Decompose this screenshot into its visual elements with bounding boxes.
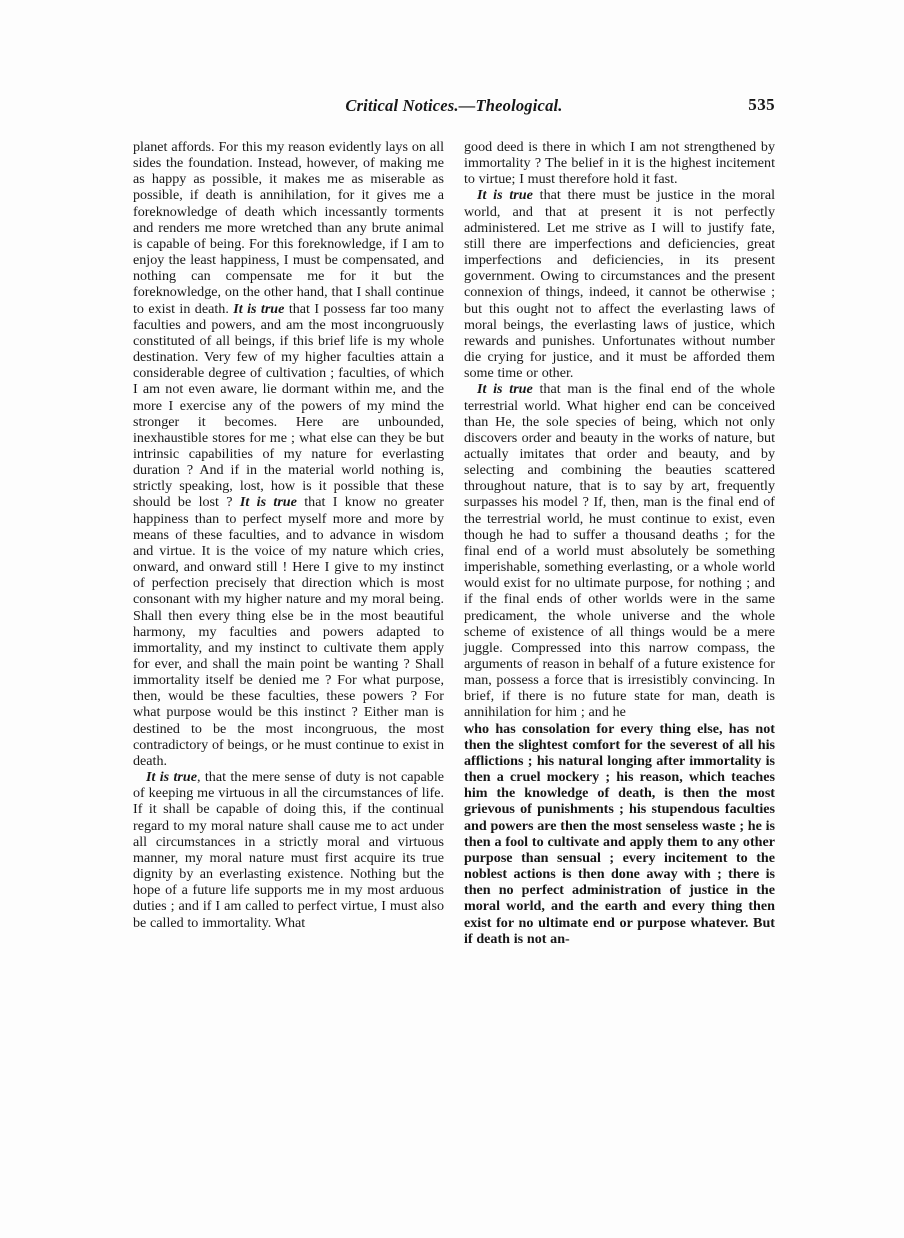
italic-phrase: It is true [477, 187, 533, 204]
paragraph [464, 381, 775, 720]
text-run: , that the mere sense of duty is not capable of keeping me virtuous in all the circumstances of life. If it shall be capable of doing this, if the continual regard to my moral nature shall cause me to act under all circumstances in a strictly moral and virtuous manner, my moral nature must first acquire its true dignity by an everlasting existence. Nothing but the hope of a future life supports me in my most arduous duties ; and if I am called to perfect virtue, I must also be called to immortality. What [133, 769, 444, 931]
paragraph [464, 187, 775, 381]
text-run: that there must be justice in the moral world, and that at present it is not perfectly administered. Let me strive as I will to justify fate, still there are imperfections and deficiencies, great imperfections and deficiencies, in its present government. Owing to circumstances and the present connexion of things, indeed, it cannot be otherwise ; but this ought not to affect the everlasting laws of moral beings, the everlasting laws of justice, which rewards and punishes. Unfortunates without number die crying for justice, and it must be afforded them some time or other. [464, 187, 775, 382]
paragraph [133, 769, 444, 931]
paragraph [464, 139, 775, 187]
text-column-left [133, 139, 444, 1159]
italic-phrase: It is true [239, 494, 297, 511]
text-run: that man is the final end of the whole terrestrial world. What higher end can be conceived than He, the sole species of being, which not only discovers order and beauty in the works of nature, but actually imitates that order and beauty, and by selecting and combining the beauties scattered throughout nature, that is to say by art, frequently surpasses his model ? If, then, man is the final end of the terrestrial world, he must continue to exist, even though he had to suffer a thousand deaths ; for the final end of a world must absolutely be something imperishable, something everlasting, or a whole world would exist for no ultimate purpose, for nothing ; and if the final ends of other worlds were in the same predicament, the whole universe and the whole scheme of existence of all things would be a mere juggle. Compressed into this narrow compass, the arguments of reason in behalf of a future existence for man, possess a force that is irresistibly convincing. In brief, if there is no future state for man, death is annihilation for him ; and he [464, 381, 776, 721]
running-head-title: Critical Notices.—Theological. [345, 96, 563, 115]
running-head [133, 96, 775, 118]
text-run: good deed is there in which I am not strengthened by immortality ? The belief in it is the highest incitement to virtue; I must therefore hold it fast. [464, 139, 775, 188]
italic-phrase: It is true [477, 381, 533, 398]
text-run: that I know no greater happiness than to perfect myself more and more by means of these faculties, and to advance in wisdom and virtue. It is the voice of my nature which cries, onward, and onward still ! Here I give to my instinct of perfection precisely that direction which is most consonant with my higher nature and my moral being. Shall then every thing else be in the most beautiful harmony, my faculties and powers adapted to immortality, and my instinct to cultivate them apply for ever, and shall the main point be wanting ? Shall immortality itself be denied me ? For what purpose, then, would be these faculties, these powers ? For what purpose would be this instinct ? Either man is destined to be the most incongruous, the most contradictory of beings, or he must continue to exist in death. [133, 494, 444, 769]
text-run: planet affords. For this my reason evidently lays on all sides the foundation. Instead, however, of making me as happy as possible, it makes me as miserable as possible, if death is annihilation, for it gives me a foreknowledge of death which incessantly torments and renders me more wretched than any brute animal is capable of being. For this foreknowledge, if I am to enjoy the least happiness, I must be compensated, and nothing can compensate me for it but the foreknowledge, on the other hand, that I shall continue to exist in death. [133, 139, 444, 317]
italic-phrase: It is true [146, 769, 198, 786]
paragraph [133, 139, 444, 769]
text-run: that I possess far too many faculties and powers, and am the most incongruously constituted of all beings, if this brief life is my whole destination. Very few of my higher faculties attain a considerable degree of cultivation ; faculties, of which I am not even aware, lie dormant within me, and the more I exercise any of the powers of my mind the stronger it becomes. Here are unbounded, inexhaustible stores for me ; what else can they be but intrinsic capabilities of my nature for everlasting duration ? And if in the material world nothing is, strictly speaking, lost, how is it possible that these should be lost ? [133, 300, 444, 511]
text-column-right [464, 139, 775, 1159]
italic-phrase: It is true [233, 300, 285, 317]
text-run: who has consolation for every thing else, has not then the slightest comfort for the severest of all his afflictions ; his natural longing after immortality is then a cruel mockery ; his reason, which teaches him the knowledge of death, is then the most grievous of punishments ; his stupendous faculties and powers are then the most senseless waste ; he is then a fool to cultivate and apply them to any other purpose than sensual ; every incitement to the noblest actions is then done away with ; there is then no perfect administration of justice in the moral world, and the earth and every thing then exist for no ultimate end or purpose whatever. But if death is not an- [464, 720, 776, 947]
body-text-area [133, 139, 775, 1159]
page-number: 535 [748, 95, 775, 114]
paragraph [464, 721, 775, 947]
